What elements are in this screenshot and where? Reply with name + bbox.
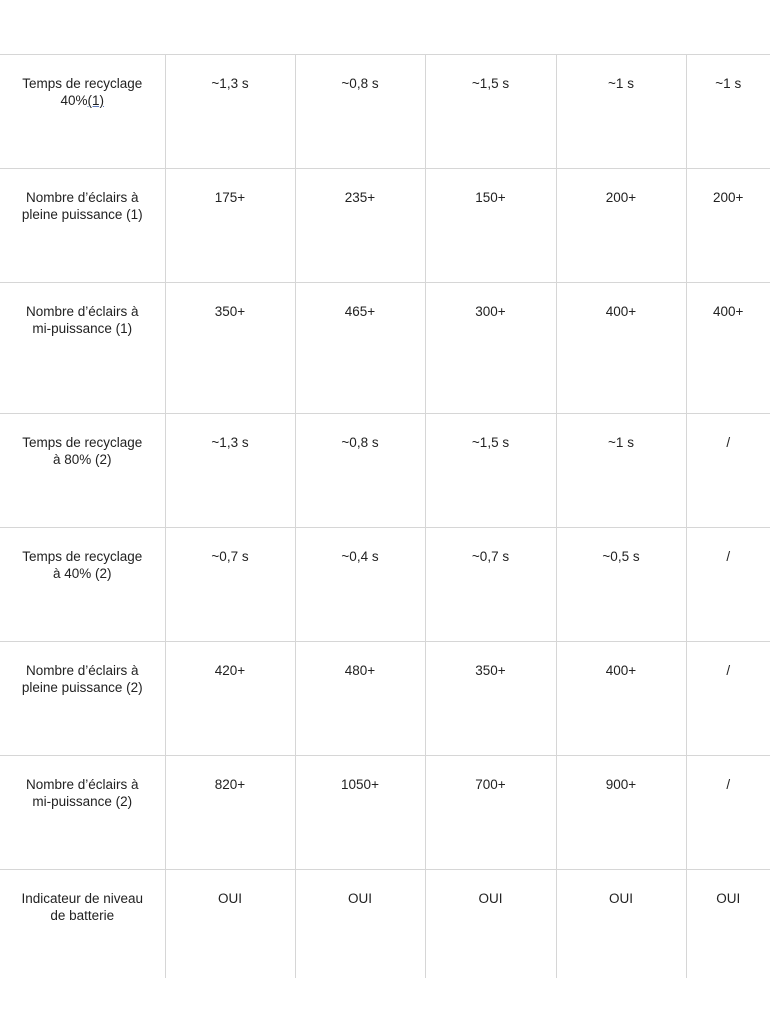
- table-cell: ~0,5 s: [556, 528, 686, 642]
- table-cell: ~0,4 s: [295, 528, 425, 642]
- row-label: Temps de recyclage à 40% (2): [0, 528, 165, 642]
- row-label: Nombre d’éclairs à mi-puissance (1): [0, 283, 165, 414]
- table-cell: ~1,5 s: [425, 414, 556, 528]
- table-row: [0, 642, 770, 756]
- table-cell: 350+: [165, 283, 295, 414]
- table-cell: 420+: [165, 642, 295, 756]
- table-cell: ~1,3 s: [165, 55, 295, 169]
- row-label: Nombre d’éclairs à pleine puissance (1): [0, 169, 165, 283]
- table-cell: OUI: [425, 870, 556, 979]
- table-cell: OUI: [165, 870, 295, 979]
- table-cell: ~1 s: [686, 55, 770, 169]
- row-label: Indicateur de niveau de batterie: [0, 870, 165, 979]
- table-cell: ~0,7 s: [425, 528, 556, 642]
- table-row: [0, 55, 770, 169]
- row-label: Nombre d’éclairs à mi-puissance (2): [0, 756, 165, 870]
- table-cell: 150+: [425, 169, 556, 283]
- spec-comparison-table: [0, 54, 770, 978]
- table-row: [0, 414, 770, 528]
- table-cell: 350+: [425, 642, 556, 756]
- table-cell: 480+: [295, 642, 425, 756]
- table-cell: 300+: [425, 283, 556, 414]
- table-cell: /: [686, 756, 770, 870]
- row-label: Nombre d’éclairs à pleine puissance (2): [0, 642, 165, 756]
- table-cell: OUI: [295, 870, 425, 979]
- table-cell: 700+: [425, 756, 556, 870]
- table-cell: ~1,5 s: [425, 55, 556, 169]
- table-cell: ~1,3 s: [165, 414, 295, 528]
- table-row: [0, 283, 770, 414]
- table-cell: ~0,7 s: [165, 528, 295, 642]
- table-cell: /: [686, 414, 770, 528]
- table-row: [0, 756, 770, 870]
- table-cell: 200+: [556, 169, 686, 283]
- table-cell: /: [686, 528, 770, 642]
- table-row: [0, 169, 770, 283]
- table-cell: 400+: [556, 642, 686, 756]
- table-cell: OUI: [686, 870, 770, 979]
- table-cell: ~0,8 s: [295, 55, 425, 169]
- table-row: [0, 528, 770, 642]
- table-cell: ~1 s: [556, 414, 686, 528]
- row-label: Temps de recyclage 40%(1): [0, 55, 165, 169]
- table-cell: 235+: [295, 169, 425, 283]
- row-label: Temps de recyclage à 80% (2): [0, 414, 165, 528]
- table-row: [0, 870, 770, 979]
- table-cell: ~1 s: [556, 55, 686, 169]
- table-cell: 175+: [165, 169, 295, 283]
- table-cell: 900+: [556, 756, 686, 870]
- table-cell: 400+: [686, 283, 770, 414]
- table-cell: OUI: [556, 870, 686, 979]
- table-cell: /: [686, 642, 770, 756]
- table-cell: ~0,8 s: [295, 414, 425, 528]
- table-cell: 465+: [295, 283, 425, 414]
- table-cell: 400+: [556, 283, 686, 414]
- table-cell: 200+: [686, 169, 770, 283]
- table-cell: 820+: [165, 756, 295, 870]
- table-cell: 1050+: [295, 756, 425, 870]
- footnote-ref[interactable]: (1): [87, 93, 105, 108]
